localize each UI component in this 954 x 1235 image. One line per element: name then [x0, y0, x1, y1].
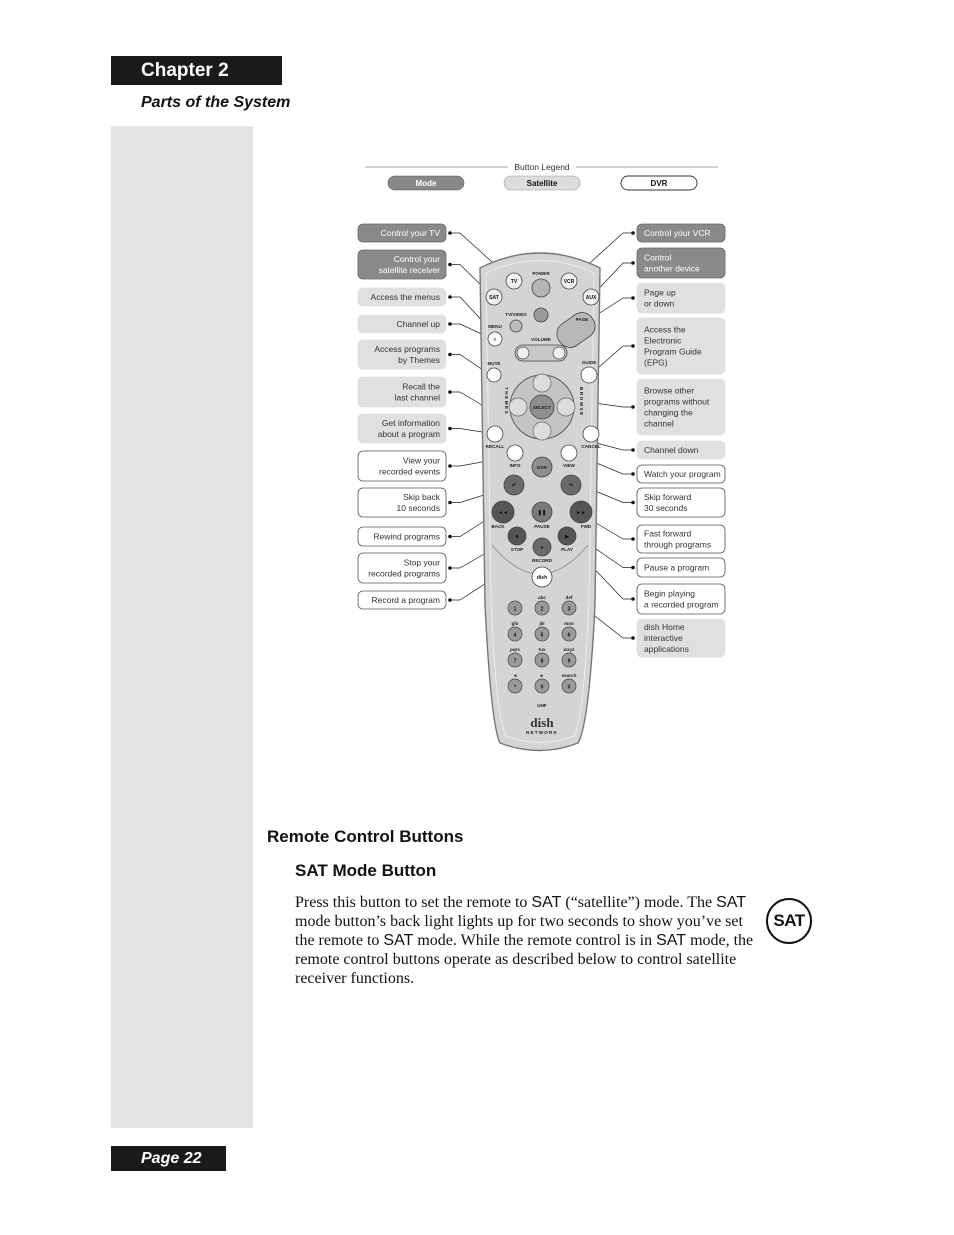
- browse-label: BROWSE: [579, 387, 584, 417]
- keypad-letters: ►: [539, 673, 545, 678]
- sat-button-label: SAT: [489, 295, 499, 301]
- keypad-digit: 3: [567, 606, 571, 613]
- record-label: RECORD: [532, 558, 552, 563]
- callout-text: Page up: [644, 287, 676, 298]
- callout-text: Begin playing: [644, 588, 696, 599]
- callout-right-8: [581, 485, 725, 517]
- callout-text: channel: [644, 418, 674, 429]
- mute-button[interactable]: [487, 368, 501, 382]
- play-label: PLAY: [561, 547, 573, 552]
- callout-text: Stop your: [403, 557, 440, 568]
- callout-right-3: [592, 283, 725, 318]
- callout-left-7: [358, 414, 495, 443]
- stop-button[interactable]: [508, 527, 526, 545]
- callout-text: Program Guide: [644, 346, 702, 357]
- volume-label: VOLUME: [531, 337, 551, 342]
- uhf-label: UHF: [537, 703, 547, 708]
- menu-button[interactable]: [488, 332, 502, 346]
- callout-left-4: [358, 315, 497, 341]
- tv-video-button[interactable]: [510, 320, 522, 332]
- record-button-label: ●: [540, 545, 544, 551]
- callout-text: satellite receiver: [378, 265, 440, 275]
- recall-button-label: RECALL: [485, 444, 505, 449]
- dvr-label: DVR: [537, 465, 547, 470]
- dish-logo-sub: NETWORK: [525, 730, 559, 735]
- sat-button[interactable]: [486, 289, 502, 305]
- callout-text: Electronic: [644, 335, 682, 346]
- callout-text: Control your VCR: [644, 228, 711, 238]
- keypad-digit: 7: [513, 658, 517, 665]
- keypad-letters: jkl: [539, 621, 545, 626]
- sat-button-icon: SAT: [766, 898, 812, 944]
- keypad-letters: def: [565, 595, 573, 600]
- callout-text: Recall the: [402, 381, 440, 392]
- callout-text: or down: [644, 298, 675, 309]
- keypad-digit: 5: [540, 632, 544, 639]
- keypad-letters: wxyz: [563, 647, 575, 652]
- legend-title: Button Legend: [514, 162, 570, 172]
- menu-label: MENU: [488, 324, 502, 329]
- callout-text: Access the: [644, 324, 686, 335]
- callout-text: (EPG): [644, 357, 668, 368]
- skip-back-button-label: ↶: [511, 483, 517, 489]
- keypad-letters: pqrs: [510, 647, 520, 652]
- rewind-button-label: ◄◄: [498, 510, 508, 516]
- callout-text: Watch your program: [644, 469, 721, 479]
- tv-button[interactable]: [506, 273, 522, 289]
- callout-text: Control: [644, 252, 672, 263]
- legend-dvr-label: DVR: [650, 179, 668, 188]
- tv-button-label: TV: [510, 279, 518, 285]
- callout-text: Control your: [393, 254, 440, 264]
- skip-forward-button[interactable]: [561, 475, 581, 495]
- skip-back-button[interactable]: [504, 475, 524, 495]
- section-heading: Remote Control Buttons: [267, 827, 464, 846]
- keypad-letters: ◄: [512, 673, 518, 678]
- pause-label: PAUSE: [534, 524, 550, 529]
- section-subheading: SAT Mode Button: [295, 861, 437, 880]
- keypad-9[interactable]: [562, 647, 576, 667]
- aux-button-label: AUX: [585, 295, 597, 301]
- callout-text: applications: [644, 644, 689, 654]
- mode-small-button[interactable]: [534, 308, 548, 322]
- callout-text: Skip back: [403, 492, 440, 502]
- keypad-12[interactable]: [562, 673, 577, 693]
- callout-text: Control your TV: [380, 228, 440, 238]
- callout-text: dish Home: [644, 622, 685, 632]
- keypad-letters: tuv: [538, 647, 546, 652]
- callout-text: interactive: [644, 633, 683, 643]
- dish-home-button-label: dish: [536, 575, 548, 581]
- play-button[interactable]: [558, 527, 576, 545]
- fast-forward-button-label: ►►: [576, 510, 586, 516]
- aux-button[interactable]: [583, 289, 599, 305]
- section-subtitle: Parts of the System: [141, 94, 291, 111]
- power-label: POWER: [532, 271, 550, 276]
- callout-text: by Themes: [398, 355, 440, 365]
- callout-text: Browse other: [644, 385, 695, 396]
- callout-text: View your: [402, 455, 440, 466]
- guide-button[interactable]: [581, 367, 597, 383]
- remote-diagram: [340, 155, 740, 765]
- stop-button-label: ■: [515, 534, 519, 540]
- callout-text: changing the: [644, 407, 693, 418]
- vcr-button[interactable]: [561, 273, 577, 289]
- body-paragraph: Press this button to set the remote to SAT (“satellite”) mode. The SAT mode button’s back light lights up for two seconds to show you’ve set the remote to SAT mode. While the remote control is in SAT mode, the remote control buttons operate as described below to control satellite receiver functions.: [295, 894, 754, 987]
- callout-text: a recorded program: [644, 599, 719, 610]
- callout-text: Record a program: [371, 595, 440, 605]
- keypad-digit: 2: [540, 606, 544, 613]
- recall-button[interactable]: [486, 426, 505, 449]
- keypad-digit: 8: [540, 658, 544, 665]
- cancel-button-label: CANCEL: [581, 444, 601, 449]
- stop-label: STOP: [510, 547, 524, 552]
- keypad-digit: 6: [567, 632, 571, 639]
- callout-right-5: [580, 379, 725, 435]
- menu-button-label: ≡: [493, 337, 497, 343]
- keypad-letters: abc: [538, 595, 546, 600]
- keypad-7[interactable]: [508, 647, 522, 667]
- legend-mode-label: Mode: [415, 179, 437, 188]
- callout-text: Channel down: [644, 445, 699, 455]
- keypad-digit: #: [567, 684, 571, 691]
- page-number-tab: Page 22: [111, 1146, 226, 1171]
- callout-text: another device: [644, 263, 700, 274]
- dish-logo: dish: [530, 715, 554, 730]
- callout-text: 10 seconds: [396, 503, 440, 513]
- cancel-button[interactable]: [581, 426, 600, 449]
- view-button[interactable]: [561, 445, 577, 468]
- select-label: SELECT: [532, 405, 552, 410]
- themes-label: THEMES: [504, 387, 509, 416]
- callout-text: Skip forward: [644, 492, 692, 502]
- vcr-button-label: VCR: [563, 279, 575, 285]
- back-label: BACK: [491, 524, 505, 529]
- callout-text: recorded events: [379, 466, 440, 477]
- page-label: PAGE: [575, 317, 589, 322]
- pause-button-label: ❚❚: [537, 510, 547, 516]
- rewind-button[interactable]: [492, 501, 514, 523]
- callout-text: programs without: [644, 396, 710, 407]
- fast-forward-button[interactable]: [570, 501, 592, 523]
- callout-text: last channel: [394, 392, 440, 403]
- skip-forward-button-label: ↷: [568, 483, 574, 489]
- keypad-digit: *: [514, 684, 516, 691]
- callout-text: Channel up: [396, 319, 440, 329]
- keypad-letters: search: [561, 673, 577, 678]
- callout-text: Fast forward: [644, 528, 692, 539]
- sidebar-panel: [111, 126, 253, 1128]
- keypad-digit: 1: [513, 606, 517, 613]
- pause-button[interactable]: [532, 502, 552, 522]
- callout-text: through programs: [644, 539, 712, 550]
- keypad-digit: 0: [540, 684, 544, 691]
- power-button[interactable]: [532, 279, 550, 297]
- button-legend: [365, 162, 718, 190]
- callout-text: Rewind programs: [373, 531, 440, 542]
- keypad-1[interactable]: [508, 601, 522, 615]
- info-button-label: INFO: [509, 463, 521, 468]
- callout-text: about a program: [377, 429, 440, 439]
- callout-text: Get information: [381, 418, 440, 428]
- guide-label: GUIDE: [581, 360, 597, 365]
- keypad-letters: ghi: [511, 621, 519, 626]
- mute-label: MUTE: [487, 361, 501, 366]
- callout-text: Pause a program: [644, 562, 710, 573]
- callout-left-6: [358, 377, 502, 417]
- legend-satellite-label: Satellite: [526, 179, 558, 188]
- callout-text: recorded programs: [368, 568, 440, 579]
- chapter-tab: Chapter 2: [111, 56, 282, 85]
- fwd-label: FWD: [580, 524, 592, 529]
- callout-text: 30 seconds: [644, 503, 688, 513]
- callout-right-4: [590, 318, 725, 375]
- tv-video-label: TV/VIDEO: [505, 312, 527, 317]
- keypad-letters: mno: [564, 621, 574, 626]
- record-button[interactable]: [533, 538, 551, 556]
- dish-home-button[interactable]: [532, 567, 552, 587]
- view-button-label: VIEW: [563, 463, 575, 468]
- keypad-digit: 4: [513, 632, 517, 639]
- keypad-digit: 9: [567, 658, 571, 665]
- callout-text: Access the menus: [370, 292, 440, 302]
- callout-text: Access programs: [374, 344, 440, 354]
- play-button-label: ▶: [565, 534, 569, 540]
